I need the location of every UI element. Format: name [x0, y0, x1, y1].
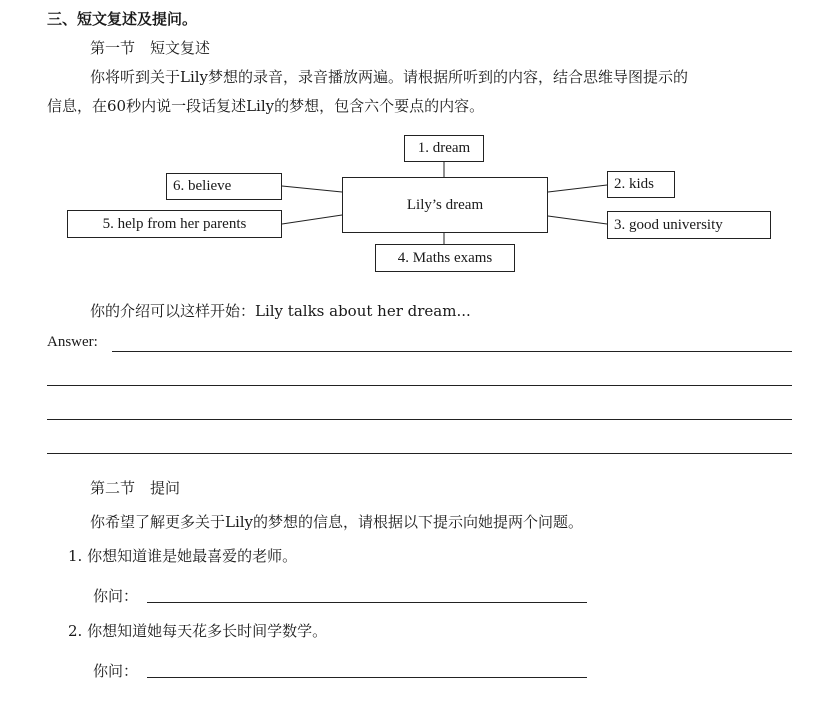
answer-line-2[interactable]	[47, 385, 792, 386]
question-2-ask-label: 你问：	[93, 662, 139, 680]
mindmap-node-kids: 2. kids	[607, 171, 675, 198]
section-heading: 三、短文复述及提问。	[47, 10, 198, 28]
connector-believe	[282, 186, 342, 192]
question-1-prompt: 1. 你想知道谁是她最喜爱的老师。	[68, 547, 298, 565]
mindmap-node-believe: 6. believe	[166, 173, 282, 200]
answer-line-4[interactable]	[47, 453, 792, 454]
mindmap-node-maths: 4. Maths exams	[375, 244, 515, 272]
connector-kids	[548, 185, 607, 192]
mindmap-node-parents: 5. help from her parents	[67, 210, 282, 238]
mindmap-node-university: 3. good university	[607, 211, 771, 239]
part2-instruction: 你希望了解更多关于Lily的梦想的信息，请根据以下提示向她提两个问题。	[90, 513, 584, 531]
question-2-prompt: 2. 你想知道她每天花多长时间学数学。	[68, 622, 328, 640]
mindmap-node-dream: 1. dream	[404, 135, 484, 162]
connector-parents	[282, 215, 342, 224]
connector-university	[548, 216, 607, 224]
mindmap-center: Lily’s dream	[342, 177, 548, 233]
answer-starter: 你的介绍可以这样开始：Lily talks about her dream...	[90, 302, 471, 320]
part1-instruction-line2: 信息，在60秒内说一段话复述Lily的梦想，包含六个要点的内容。	[47, 97, 485, 115]
part1-instruction-line1: 你将听到关于Lily梦想的录音，录音播放两遍。请根据所听到的内容，结合思维导图提示的	[90, 68, 689, 86]
question-1-answer-line[interactable]	[147, 602, 587, 603]
question-2-answer-line[interactable]	[147, 677, 587, 678]
part1-title: 第一节 短文复述	[90, 39, 211, 57]
answer-line-1[interactable]	[112, 351, 792, 352]
part2-title: 第二节 提问	[90, 479, 181, 497]
question-1-ask-label: 你问：	[93, 587, 139, 605]
answer-line-3[interactable]	[47, 419, 792, 420]
answer-label: Answer:	[47, 334, 98, 350]
